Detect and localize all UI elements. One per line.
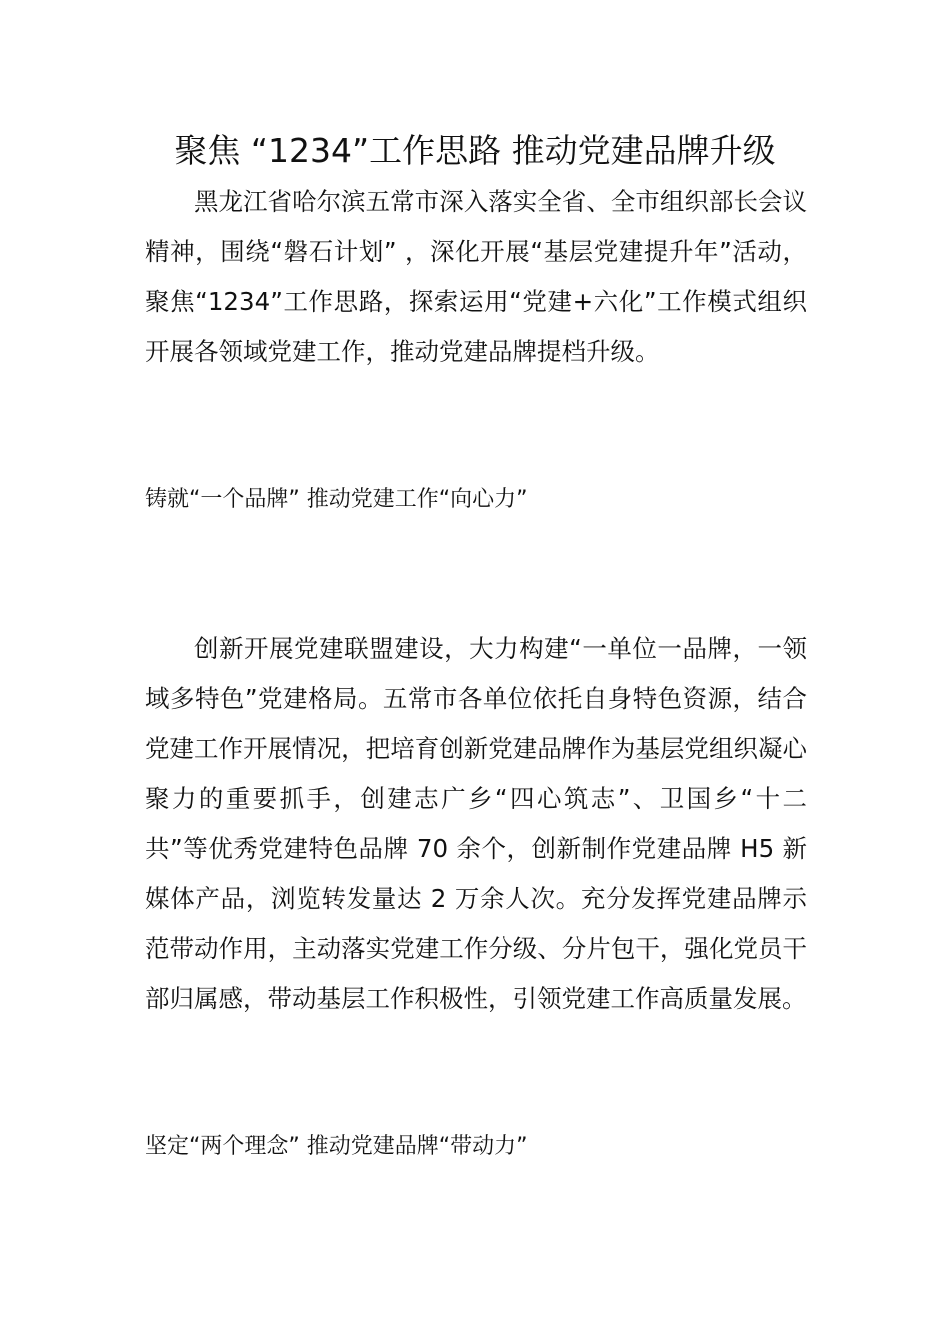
section-one-paragraph: 创新开展党建联盟建设，大力构建“一单位一品牌，一领域多特色”党建格局。五常市各单位依托自身特色资源，结合党建工作开展情况，把培育创新党建品牌作为基层党组织凝心聚力的重要抓手，创建志广乡“四心筑志”、卫国乡“十二共”等优秀党建特色品牌 70 余个，创新制作党建品牌 H5 新媒体产品，浏览转发量达 2 万余人次。充分发挥党建品牌示范带动作用，主动落实党建工作分级、分片包干，强化党员干部归属感，带动基层工作积极性，引领党建工作高质量发展。 xyxy=(145,634,807,1013)
intro-paragraph: 黑龙江省哈尔滨五常市深入落实全省、全市组织部长会议精神，围绕“磐石计划” ，深化开展“基层党建提升年”活动，聚焦“1234”工作思路，探索运用“党建+六化”工作模式组织开展各领域党建工作，推动党建品牌提档升级。 xyxy=(145,187,807,366)
document-title: 聚焦 “1234”工作思路 推动党建品牌升级 xyxy=(174,131,776,170)
section-heading-two-concepts: 坚定“两个理念” 推动党建品牌“带动力” xyxy=(145,1134,528,1159)
section-heading-one-brand: 铸就“一个品牌” 推动党建工作“向心力” xyxy=(145,487,528,512)
